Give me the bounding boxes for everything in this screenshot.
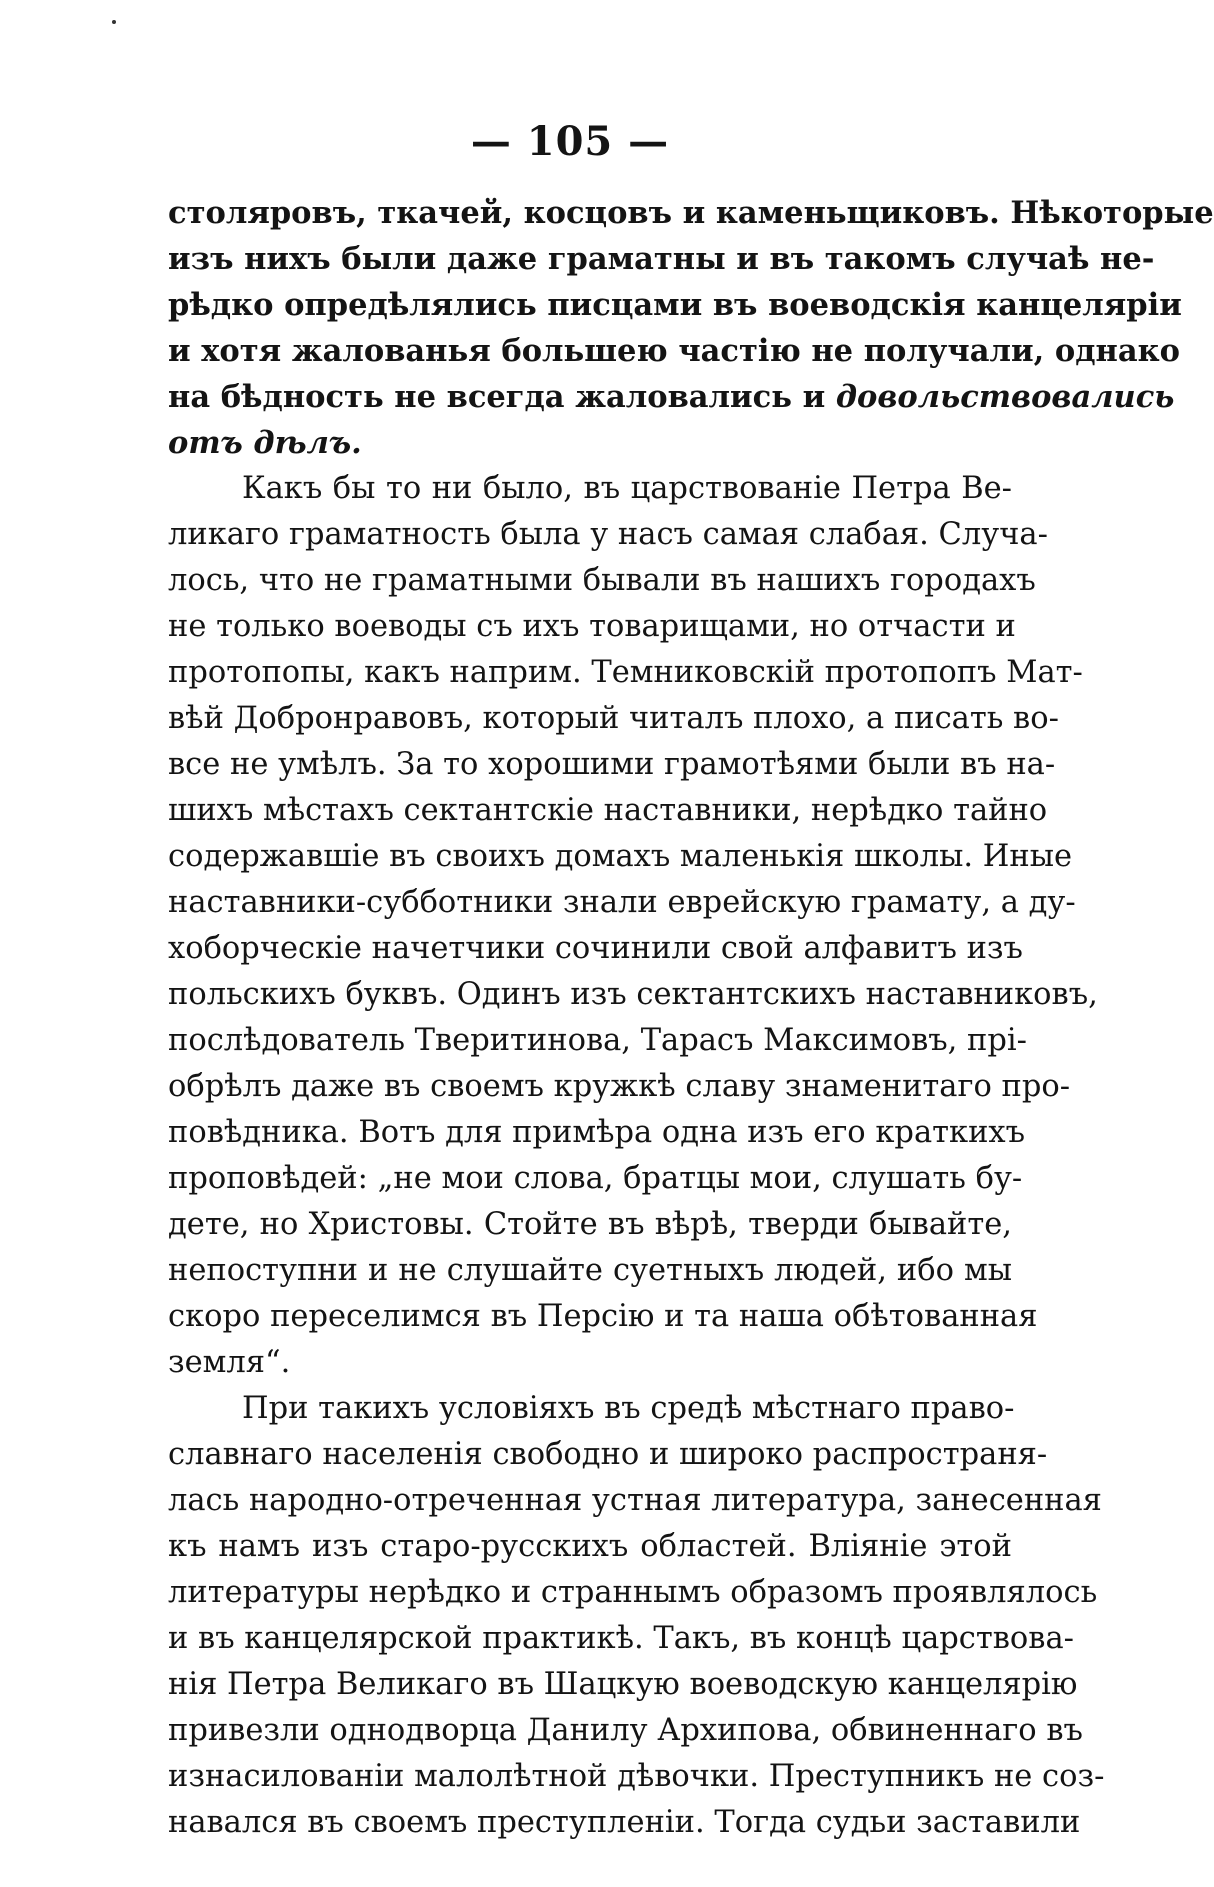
text-line: При такихъ условіяхъ въ средѣ мѣстнаго право- <box>242 1391 1015 1426</box>
scan-speck <box>112 20 116 24</box>
text-line: наставники-субботники знали еврейскую грамату, а ду- <box>168 885 1076 920</box>
text-line: изнасилованіи малолѣтной дѣвочки. Преступникъ не соз- <box>168 1759 1105 1794</box>
text-line: и въ канцелярской практикѣ. Такъ, въ концѣ царствова- <box>168 1621 1074 1656</box>
page-number: — 105 — <box>470 118 670 165</box>
text-line: ликаго граматность была у насъ самая слабая. Случа- <box>168 517 1048 552</box>
text-line: польскихъ буквъ. Одинъ изъ сектантскихъ наставниковъ, <box>168 977 1098 1012</box>
text-line: рѣдко опредѣлялись писцами въ воеводскія канцеляріи <box>168 287 1182 323</box>
text-line: нія Петра Великаго въ Шацкую воеводскую канцелярію <box>168 1667 1078 1702</box>
text-line: не только воеводы съ ихъ товарищами, но отчасти и <box>168 609 1016 644</box>
text-line: протопопы, какъ наприм. Темниковскій протопопъ Мат- <box>168 655 1083 690</box>
text-line: вѣй Добронравовъ, который читалъ плохо, а писать во- <box>168 701 1059 736</box>
text-line: изъ нихъ были даже граматны и въ такомъ случаѣ не- <box>168 241 1155 277</box>
italic-phrase: отъ дѣлъ. <box>168 425 362 461</box>
text-line: скоро переселимся въ Персію и та наша обѣтованная <box>168 1299 1038 1334</box>
text-line: послѣдователь Тверитинова, Тарасъ Максимовъ, прі- <box>168 1023 1027 1058</box>
text-line: содержавшіе въ своихъ домахъ маленькія школы. Иные <box>168 839 1073 874</box>
text-line: лось, что не граматными бывали въ нашихъ городахъ <box>168 563 1036 598</box>
text-line: литературы нерѣдко и страннымъ образомъ проявлялось <box>168 1575 1098 1610</box>
text-line: привезли однодворца Данилу Архипова, обвиненнаго въ <box>168 1713 1083 1748</box>
text-line: къ намъ изъ старо-русскихъ областей. Вліяніе этой <box>168 1529 1012 1564</box>
text-line: проповѣдей: „не мои слова, братцы мои, слушать бу- <box>168 1161 1023 1196</box>
text-line: земля“. <box>168 1345 291 1380</box>
text-span: на бѣдность не всегда жаловались и <box>168 379 826 415</box>
text-line: и хотя жалованья большею частію не получали, однако <box>168 333 1180 369</box>
text-line: повѣдника. Вотъ для примѣра одна изъ его краткихъ <box>168 1115 1026 1150</box>
text-line: столяровъ, ткачей, косцовъ и каменьщиковъ. Нѣкоторые <box>168 195 1214 231</box>
paragraph-1 <box>168 190 1214 466</box>
text-line: дете, но Христовы. Стойте въ вѣрѣ, тверди бывайте, <box>168 1207 1012 1242</box>
text-line: навался въ своемъ преступленіи. Тогда судьи заставили <box>168 1805 1081 1840</box>
text-line: Какъ бы то ни было, въ царствованіе Петра Ве- <box>242 471 1012 506</box>
text-line: хоборческіе начетчики сочинили свой алфавитъ изъ <box>168 931 1023 966</box>
text-line: обрѣлъ даже въ своемъ кружкѣ славу знаменитаго про- <box>168 1069 1071 1104</box>
paragraph-2 <box>168 466 1098 1386</box>
text-line: славнаго населенія свободно и широко распространя- <box>168 1437 1048 1472</box>
body-text <box>168 190 1214 1846</box>
italic-word: довольствовались <box>835 379 1175 415</box>
text-line <box>168 420 1012 466</box>
text-line: шихъ мѣстахъ сектантскіе наставники, нерѣдко тайно <box>168 793 1048 828</box>
text-line: все не умѣлъ. За то хорошими грамотѣями были въ на- <box>168 747 1056 782</box>
text-line: лась народно-отреченная устная литература, занесенная <box>168 1483 1102 1518</box>
text-line: непоступни и не слушайте суетныхъ людей, ибо мы <box>168 1253 1012 1288</box>
paragraph-3 <box>168 1386 1105 1846</box>
text-line-mixed <box>168 374 1175 420</box>
